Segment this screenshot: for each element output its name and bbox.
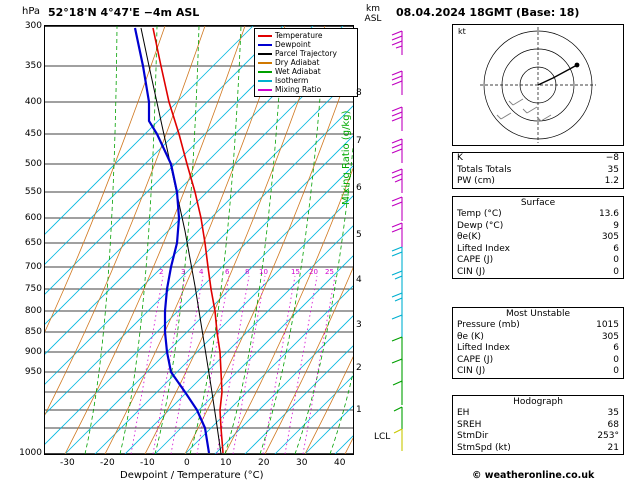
mu-value-cin: 0 (613, 366, 619, 376)
hodo-label-sreh: SREH (457, 419, 482, 430)
svg-text:3: 3 (181, 268, 186, 276)
hodo-value-stmspd: 21 (607, 442, 619, 453)
legend-item-dry-adiabat (258, 58, 354, 67)
surface-label-temp: Temp (°C) (457, 209, 502, 219)
hodo-label-eh: EH (457, 408, 470, 418)
mu-value-cape: 0 (613, 354, 619, 365)
legend-swatch-temperature (258, 35, 272, 37)
temp-tick-0: 0 (184, 458, 190, 468)
wind-barb-350 (392, 71, 402, 95)
wind-barb-300 (392, 31, 402, 55)
height-tick-6: 6 (356, 183, 362, 193)
legend-label-dewpoint: Dewpoint (275, 40, 311, 49)
pressure-tick-1000: 1000 (19, 448, 42, 458)
pressure-tick-650: 650 (24, 238, 42, 248)
height-tick-2: 2 (356, 363, 362, 373)
indices-table (452, 152, 624, 189)
mixing-ratio-tick-labels (159, 268, 334, 276)
most-unstable-table (452, 307, 624, 379)
svg-text:2: 2 (159, 268, 164, 276)
wind-barb-svg (388, 25, 416, 455)
hodo-row-sreh (453, 420, 623, 432)
surface-table-title: Surface (520, 198, 556, 208)
hodograph-stats-title: Hodograph (513, 397, 563, 407)
svg-text:20: 20 (309, 268, 318, 276)
mu-value-thetae: 305 (601, 331, 619, 342)
wind-barb-column (388, 25, 416, 455)
hodo-value-eh: 35 (607, 408, 619, 418)
surface-row-temp (453, 209, 623, 221)
wind-barb-800 (392, 315, 402, 339)
legend-item-wet-adiabat (258, 67, 354, 76)
legend-item-parcel (258, 49, 354, 58)
height-tick-1: 1 (356, 405, 362, 415)
mixing-ratio-axis-title: Mixing Ratio (g/kg) (341, 110, 352, 205)
wind-barb-650 (392, 247, 402, 271)
mu-label-li: Lifted Index (457, 343, 510, 353)
pressure-axis-unit: hPa (22, 6, 41, 17)
legend-label-dry-adiabat: Dry Adiabat (275, 58, 320, 67)
svg-text:4: 4 (199, 268, 204, 276)
hodo-label-stmspd: StmSpd (kt) (457, 442, 511, 453)
mu-row-li (453, 343, 623, 355)
mu-row-cape (453, 355, 623, 367)
datetime-title: 08.04.2024 18GMT (Base: 18) (396, 6, 580, 19)
height-tick-7: 7 (356, 136, 362, 146)
surface-value-temp: 13.6 (598, 209, 619, 219)
wind-barb-700 (392, 271, 402, 295)
mu-row-cin (453, 366, 623, 378)
hodo-value-sreh: 68 (607, 419, 619, 430)
legend-item-mixing-ratio (258, 85, 354, 94)
index-row-pw (453, 176, 623, 188)
hodograph-svg (453, 25, 623, 145)
temp-tick--20: -20 (100, 458, 115, 468)
svg-text:6: 6 (225, 268, 230, 276)
pressure-tick-600: 600 (24, 213, 42, 223)
hodo-label-stmdir: StmDir (457, 431, 489, 441)
surface-row-cin (453, 267, 623, 279)
temp-tick-30: 30 (296, 458, 308, 468)
legend-swatch-mixing-ratio (258, 89, 272, 91)
svg-text:10: 10 (259, 268, 268, 276)
temp-tick-10: 10 (220, 458, 232, 468)
surface-label-cape: CAPE (J) (457, 255, 494, 265)
surface-row-li (453, 244, 623, 256)
svg-text:15: 15 (291, 268, 300, 276)
hodo-row-stmdir (453, 431, 623, 443)
height-tick-4: 4 (356, 275, 362, 285)
surface-label-li: Lifted Index (457, 243, 510, 254)
index-label-totals: Totals Totals (457, 164, 512, 175)
lcl-label: LCL (374, 432, 391, 442)
hodo-row-eh (453, 408, 623, 420)
temp-tick--30: -30 (60, 458, 75, 468)
surface-row-dewp (453, 221, 623, 233)
hodo-value-stmdir: 253° (597, 431, 619, 441)
legend-label-temperature: Temperature (275, 31, 323, 40)
legend-swatch-wet-adiabat (258, 71, 272, 73)
mu-label-cape: CAPE (J) (457, 354, 494, 365)
index-value-totals: 35 (607, 164, 619, 175)
legend-swatch-dry-adiabat (258, 62, 272, 64)
index-label-k: K (457, 153, 463, 163)
surface-value-cape: 0 (613, 255, 619, 265)
pressure-tick-950: 950 (24, 367, 42, 377)
index-value-k: −8 (605, 153, 619, 163)
wind-barb-550 (392, 197, 402, 221)
mu-label-cin: CIN (J) (457, 366, 486, 376)
legend (254, 28, 358, 97)
legend-label-mixing-ratio: Mixing Ratio (275, 85, 322, 94)
wind-barb-850 (392, 337, 402, 361)
temp-tick--10: -10 (140, 458, 155, 468)
station-title: 52°18'N 4°47'E −4m ASL (48, 6, 200, 19)
mu-value-pressure: 1015 (596, 320, 619, 330)
wind-barb-950 (393, 381, 402, 405)
pressure-tick-850: 850 (24, 327, 42, 337)
hodo-row-stmspd (453, 443, 623, 455)
surface-row-cape (453, 255, 623, 267)
index-row-k (453, 153, 623, 165)
surface-value-thetae: 305 (601, 232, 619, 242)
wind-barb-500 (392, 169, 402, 193)
index-row-totals (453, 165, 623, 177)
most-unstable-title: Most Unstable (505, 309, 571, 319)
x-axis-title: Dewpoint / Temperature (°C) (120, 470, 264, 481)
surface-label-dewp: Dewp (°C) (457, 220, 504, 231)
mu-label-pressure: Pressure (mb) (457, 320, 520, 330)
legend-swatch-parcel (258, 53, 272, 55)
mu-value-li: 6 (613, 343, 619, 353)
surface-table (452, 196, 624, 279)
wind-barb-750 (392, 293, 402, 317)
legend-label-parcel: Parcel Trajectory (275, 49, 337, 58)
surface-value-li: 6 (613, 243, 619, 254)
wind-barb-600 (392, 223, 402, 247)
parcel-trajectory-line (141, 28, 221, 454)
wind-barb-450 (392, 139, 402, 163)
pressure-tick-350: 350 (24, 61, 42, 71)
hodograph-stats-table (452, 395, 624, 455)
hodograph-endpoint (575, 63, 580, 68)
wind-barb-1000 (394, 429, 402, 451)
temp-tick-20: 20 (258, 458, 270, 468)
height-axis-unit: km (366, 4, 380, 14)
surface-label-cin: CIN (J) (457, 266, 486, 277)
height-axis-asl-label: ASL (364, 14, 382, 24)
height-tick-3: 3 (356, 320, 362, 330)
hodograph (452, 24, 624, 146)
pressure-tick-500: 500 (24, 159, 42, 169)
legend-swatch-dewpoint (258, 44, 272, 46)
legend-label-wet-adiabat: Wet Adiabat (275, 67, 321, 76)
mu-label-thetae: θe (K) (457, 331, 484, 342)
mu-row-pressure (453, 320, 623, 332)
pressure-tick-450: 450 (24, 129, 42, 139)
pressure-tick-400: 400 (24, 97, 42, 107)
copyright-text: © weatheronline.co.uk (472, 470, 595, 481)
pressure-tick-300: 300 (24, 21, 42, 31)
legend-item-dewpoint (258, 40, 354, 49)
height-tick-8: 8 (356, 88, 362, 98)
wind-barb-900 (392, 359, 402, 383)
index-value-pw: 1.2 (604, 176, 619, 186)
legend-swatch-isotherm (258, 80, 272, 82)
mu-row-thetae (453, 332, 623, 344)
wind-barb-400 (392, 107, 402, 131)
pressure-tick-750: 750 (24, 284, 42, 294)
legend-label-isotherm: Isotherm (275, 76, 309, 85)
svg-text:25: 25 (325, 268, 334, 276)
surface-label-thetae: θe(K) (457, 232, 481, 242)
dewpoint-line (135, 28, 209, 453)
surface-value-dewp: 9 (613, 220, 619, 231)
pressure-tick-800: 800 (24, 306, 42, 316)
pressure-tick-900: 900 (24, 347, 42, 357)
pressure-tick-550: 550 (24, 187, 42, 197)
pressure-tick-700: 700 (24, 262, 42, 272)
legend-item-isotherm (258, 76, 354, 85)
surface-row-thetae (453, 232, 623, 244)
temp-tick-40: 40 (334, 458, 346, 468)
height-tick-5: 5 (356, 230, 362, 240)
hodograph-unit-label: kt (458, 27, 466, 36)
svg-text:8: 8 (245, 268, 250, 276)
surface-value-cin: 0 (613, 266, 619, 277)
wind-barb-980 (394, 407, 402, 429)
index-label-pw: PW (cm) (457, 176, 495, 186)
legend-item-temperature (258, 31, 354, 40)
